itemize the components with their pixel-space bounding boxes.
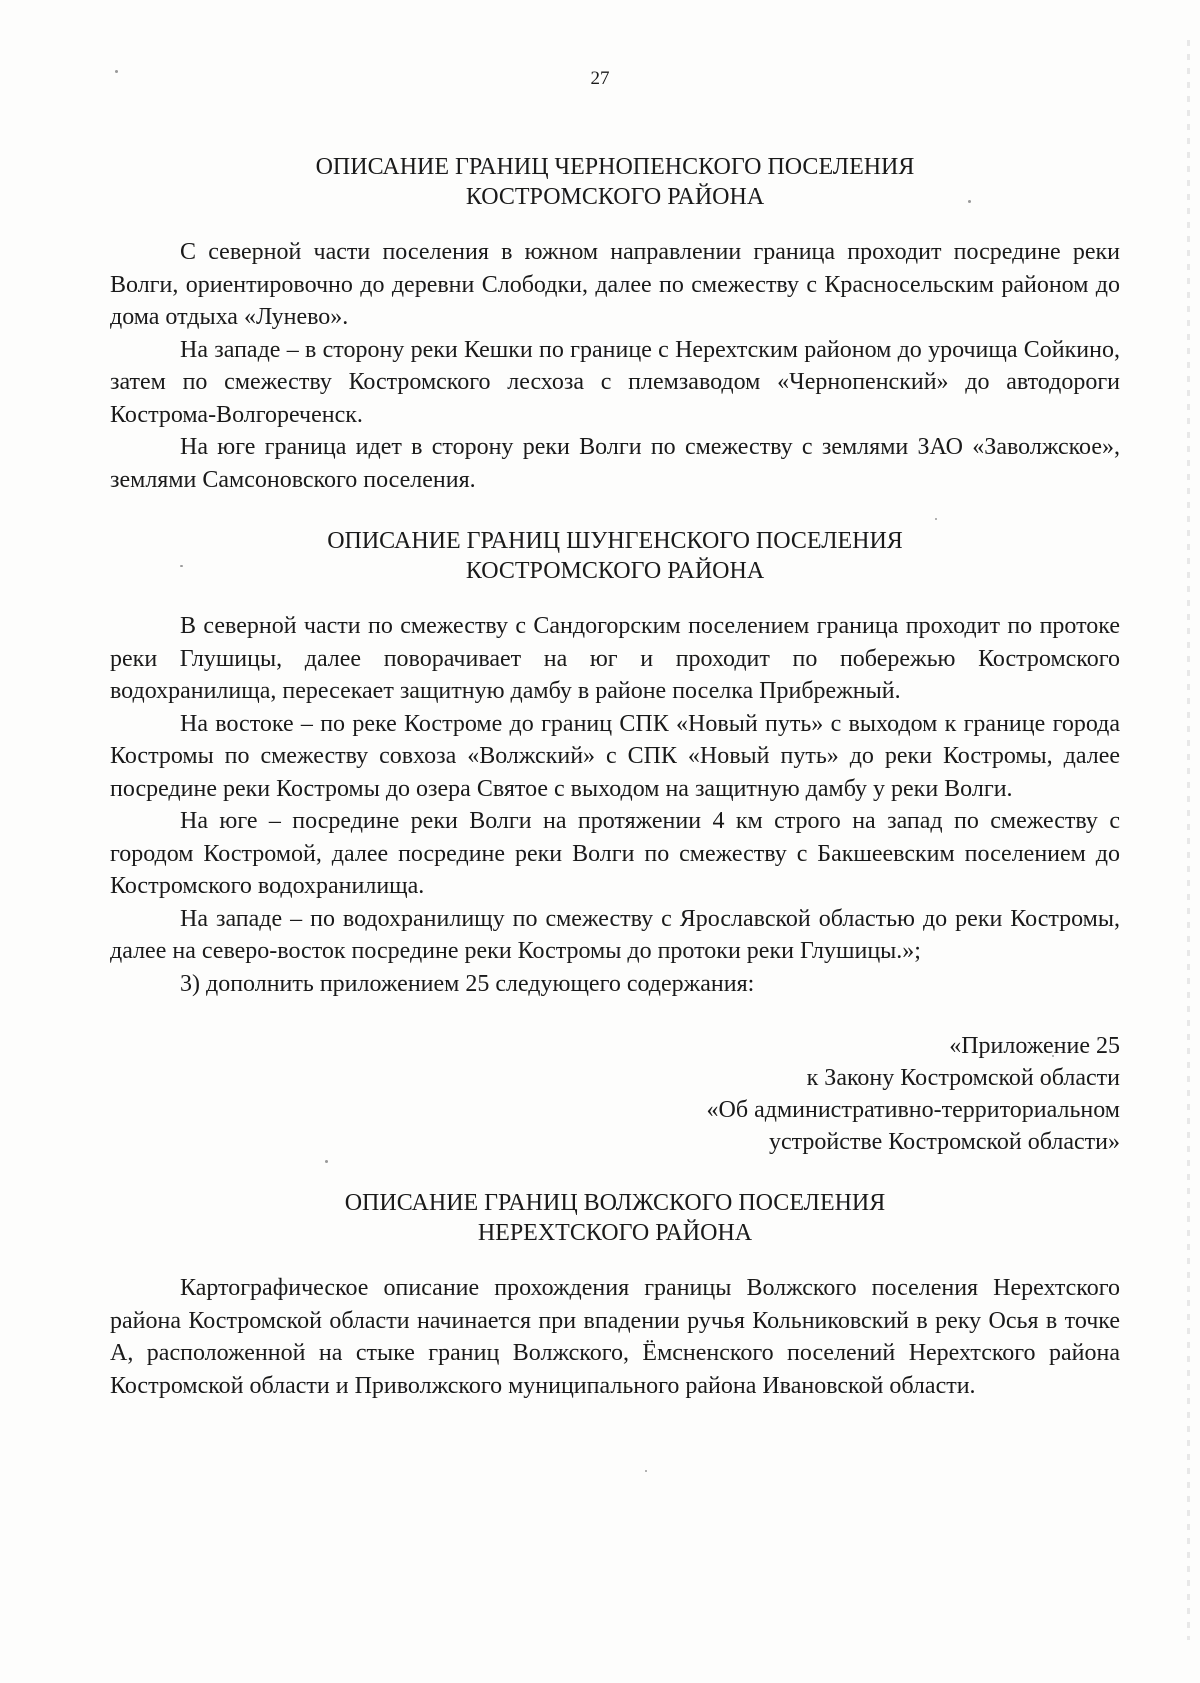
section-chernopenskoye (110, 152, 1120, 496)
paragraph: Картографическое описание прохождения границы Волжского поселения Нерехтского района Костромской области начинается при впадении ручья Кольниковский в реку Осья в точке А, расположенной на стыке границ Волжского, Ёмсненского поселений Нерехтского района Костромской области и Приволжского муниципального района Ивановской области. (110, 1275, 1120, 1399)
paragraph: С северной части поселения в южном направлении граница проходит посредине реки Волги, ориентировочно до деревни Слободки, далее по смежеству с Красносельским районом до дома отдыха «Лунево». (110, 239, 1120, 330)
scan-edge-artifact (1187, 40, 1190, 1640)
section-heading: ОПИСАНИЕ ГРАНИЦ ВОЛЖСКОГО ПОСЕЛЕНИЯ НЕРЕХТСКОГО РАЙОНА (344, 1190, 886, 1246)
paragraph: В северной части по смежеству с Сандогорским поселением граница проходит по протоке реки Глушицы, далее поворачивает на юг и проходит по побережью Костромского водохранилища, пересекает защитную дамбу в районе поселка Прибрежный. (110, 613, 1120, 704)
page-number: 27 (590, 68, 610, 89)
section-heading: ОПИСАНИЕ ГРАНИЦ ШУНГЕНСКОГО ПОСЕЛЕНИЯ КОСТРОМСКОГО РАЙОНА (327, 528, 903, 584)
section-volzhskoye (110, 1188, 1120, 1402)
document-body (110, 152, 1120, 1402)
section-heading: ОПИСАНИЕ ГРАНИЦ ЧЕРНОПЕНСКОГО ПОСЕЛЕНИЯ КОСТРОМСКОГО РАЙОНА (315, 154, 915, 210)
scan-speck (645, 1470, 647, 1472)
paragraph: На западе – по водохранилищу по смежеству с Ярославской областью до реки Костромы, далее на северо-восток посредине реки Костромы до протоки реки Глушицы.»; (110, 905, 1120, 964)
paragraph: 3) дополнить приложением 25 следующего содержания: (180, 970, 755, 997)
paragraph: На востоке – по реке Костроме до границ СПК «Новый путь» с выходом к границе города Костромы по смежеству совхоза «Волжский» с СПК «Новый путь» до реки Костромы, далее посредине реки Костромы до озера Святое с выходом на защитную дамбу у реки Волги. (110, 710, 1120, 802)
appendix-note: «Приложение 25 к Закону Костромской области «Об административно-территориальном устройстве Костромской области» (706, 1033, 1120, 1155)
paragraph: На западе – в сторону реки Кешки по границе с Нерехтским районом до урочища Сойкино, затем по смежеству Костромского лесхоза с племзаводом «Чернопенский» до автодороги Кострома-Волгореченск. (110, 336, 1120, 428)
paragraph: На юге граница идет в сторону реки Волги по смежеству с землями ЗАО «Заволжское», землями Самсоновского поселения. (110, 434, 1120, 493)
section-shungenskoye (110, 526, 1120, 1000)
paragraph: На юге – посредине реки Волги на протяжении 4 км строго на запад по смежеству с городом Костромой, далее посредине реки Волги по смежеству с Бакшеевским поселением до Костромского водохранилища. (110, 808, 1120, 899)
